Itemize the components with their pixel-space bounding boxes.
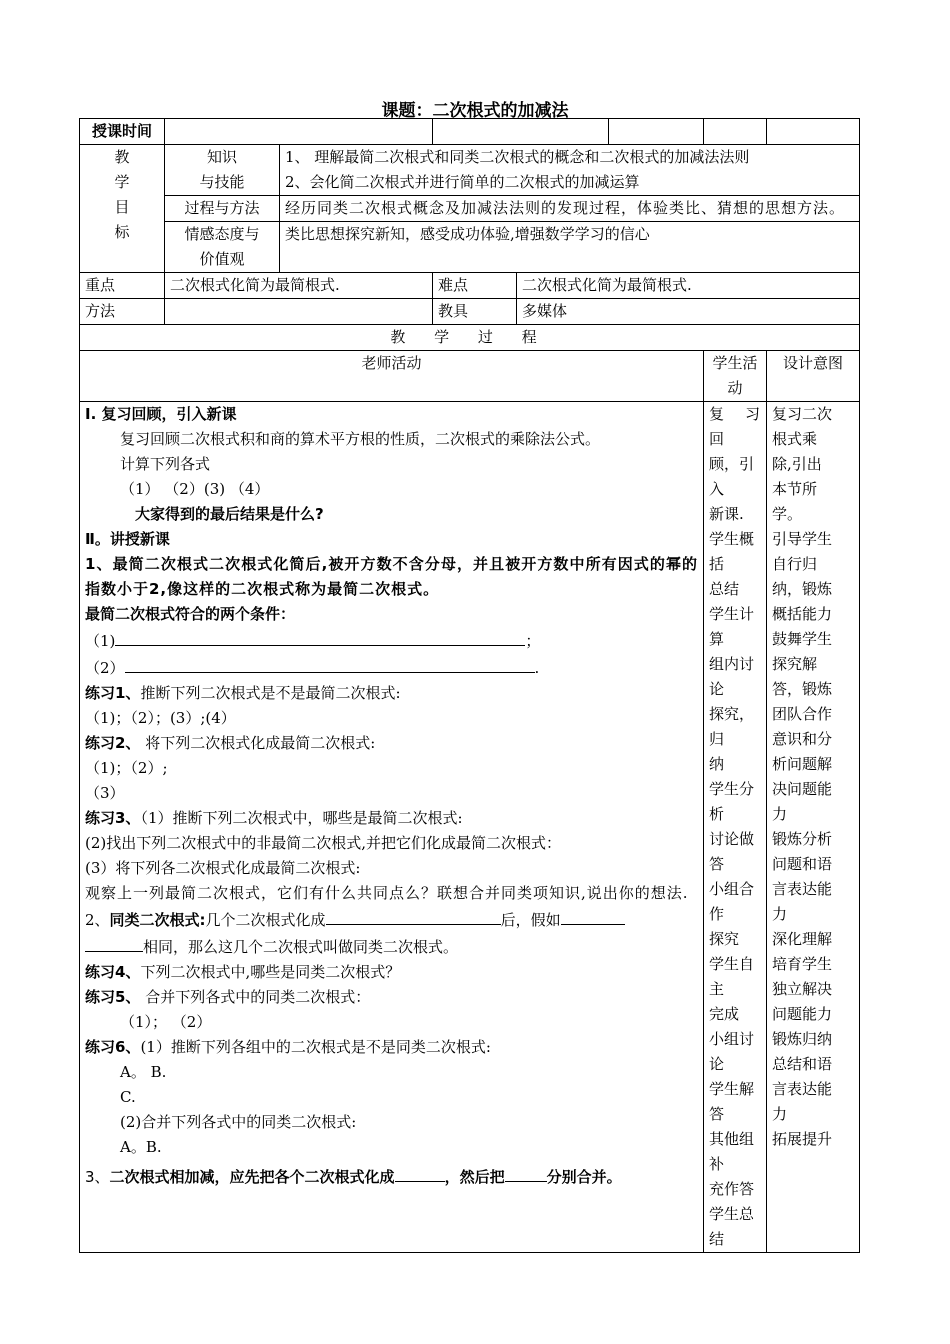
design-line: 独立解决 [772,980,833,998]
emotion-label: 情感态度与 价值观 [165,222,280,273]
result-question: 大家得到的最后结果是什么? [135,505,324,523]
exercise-1-items: （1)；（2）；(3）;(4） [85,709,236,727]
section-3-rule: 3、二次根式相加减，应先把各个二次根式化成 ，然后把 分别合并。 [85,1160,698,1194]
rule-blank-1 [395,1163,445,1182]
design-line: 问题能力 [772,1005,833,1023]
calc-prompt: 计算下列各式 [120,455,211,473]
design-line: 本节所 [772,480,818,498]
design-line: 根式乘 [772,430,818,448]
objective-process-row [80,196,860,222]
design-line: 总结和语 [772,1055,833,1073]
design-intent-header: 设计意图 [767,351,860,402]
key-row [80,273,860,299]
definition-simplest-radical: 1、最简二次根式二次根式化简后,被开方数不含分母，并且被开方数中所有因式的幂的指数小于2,像这样的二次根式称为最简二次根式。 [85,555,699,598]
design-line: 锻炼归纳 [772,1030,833,1048]
student-activity-cell [704,402,767,1253]
like-radical-blank-1 [326,906,501,925]
design-line: 纳，锻炼 [772,580,833,598]
student-line: 学生计算 [709,605,755,648]
student-line: 新课. [709,505,744,523]
design-line: 意识和分 [772,730,833,748]
design-line: 答，锻炼 [772,680,833,698]
time-cell-1 [165,119,433,145]
knowledge-label: 知识 与技能 [165,145,280,196]
exercise-3-part-3: (3）将下列各二次根式化成最简二次根式: [85,859,361,877]
condition-2-blank [125,654,535,673]
design-line: 鼓舞学生 [772,630,833,648]
design-line: 言表达能 [772,1080,833,1098]
exercise-5-items: （1）； （2） [120,1013,212,1031]
condition-1-line: （1) ； [85,627,698,654]
design-line: 引导学生 [772,530,833,548]
key-label: 重点 [80,273,165,299]
student-line: 学生自主 [709,955,755,998]
teacher-activity-header: 老师活动 [80,351,704,402]
calc-items: （1） （2）(3) （4） [120,480,270,498]
exercise-3: 练习3、（1）推断下列二次根式中，哪些是最简二次根式: [85,809,463,827]
design-line: 培育学生 [772,955,833,973]
process-heading: 教 学 过 程 [80,325,860,351]
design-line: 决问题能 [772,780,833,798]
exercise-3-part-2: (2)找出下列二次根式中的非最简二次根式,并把它们化成最简二次根式： [85,834,562,852]
student-line: 顾，引入 [709,455,755,498]
student-line: 复 习 回 [709,405,762,448]
design-line: 锻炼分析 [772,830,833,848]
activity-header-row [80,351,860,402]
exercise-1: 练习1、推断下列二次根式是不是最简二次根式: [85,684,401,702]
exercise-6-part-2: (2)合并下列各式中的同类二次根式: [120,1113,357,1131]
student-line: 充作答 [709,1180,755,1198]
page-title: 课题：二次根式的加减法 [381,101,569,121]
design-line: 复习二次 [772,405,833,423]
design-line: 深化理解 [772,930,833,948]
design-line: 析问题解 [772,755,833,773]
key-text: 二次根式化简为最简根式. [165,273,433,299]
emotion-text: 类比思想探究新知，感受成功体验,增强数学学习的信心 [280,222,860,273]
student-activity-header: 学生活动 [704,351,767,402]
student-line: 探究 [709,930,740,948]
student-line: 其他组补 [709,1130,755,1173]
rule-blank-2 [505,1163,547,1182]
exercise-2: 练习2、 将下列二次根式化成最简二次根式: [85,734,376,752]
objective-knowledge-row [80,145,860,196]
student-line: 纳 [709,755,725,773]
design-line: 拓展提升 [772,1130,833,1148]
design-line: 力 [772,805,788,823]
design-line: 学。 [772,505,803,523]
student-line: 学生概括 [709,530,755,573]
design-line: 言表达能 [772,880,833,898]
process-text: 经历同类二次根式概念及加减法法则的发现过程，体验类比、猜想的思想方法。 [280,196,860,222]
difficulty-label: 难点 [433,273,517,299]
design-line: 探究解 [772,655,818,673]
exercise-2-item-3: （3） [85,784,125,802]
time-cell-5 [767,119,860,145]
section-1-title: Ⅰ. 复习回顾，引入新课 [85,405,237,423]
objective-emotion-row [80,222,860,273]
exercise-2-items: （1)；（2）; [85,759,168,777]
difficulty-text: 二次根式化简为最简根式. [517,273,860,299]
student-line: 探究，归 [709,705,755,748]
condition-1-blank [115,627,525,646]
exercise-4: 练习4、下列二次根式中,哪些是同类二次根式？ [85,963,401,981]
exercise-3-observation: 观察上一列最简二次根式，它们有什么共同点么？联想合并同类项知识,说出你的想法. [85,884,689,902]
design-line: 力 [772,905,788,923]
activity-body-row [80,402,860,1253]
method-label: 方法 [80,299,165,325]
exercise-5: 练习5、 合并下列各式中的同类二次根式： [85,988,371,1006]
exercise-6-option-c: C. [120,1088,136,1106]
tools-label: 教具 [433,299,517,325]
student-line: 总结 [709,580,740,598]
lesson-plan-table [79,118,860,1253]
time-cell-3 [609,119,704,145]
time-label: 授课时间 [80,119,165,145]
condition-2-line: （2） . [85,654,698,681]
exercise-6-options-ab: A。 B. [120,1063,167,1081]
design-intent-cell [767,402,860,1253]
tools-text: 多媒体 [517,299,860,325]
review-text: 复习回顾二次根式积和商的算术平方根的性质，二次根式的乘除法公式。 [120,430,601,448]
design-line: 除,引出 [772,455,822,473]
student-line: 学生总结 [709,1205,755,1248]
process-label: 过程与方法 [165,196,280,222]
exercise-6: 练习6、(1）推断下列各组中的二次根式是不是同类二次根式: [85,1038,491,1056]
design-line: 自行归 [772,555,818,573]
student-line: 学生分析 [709,780,755,823]
objectives-label: 教 学 目 标 [80,145,165,273]
like-radical-blank-2 [561,906,625,925]
design-line: 团队合作 [772,705,833,723]
like-radical-blank-3 [85,933,143,952]
time-row [80,119,860,145]
design-line: 概括能力 [772,605,833,623]
method-text [165,299,433,325]
knowledge-text: 1、 理解最简二次根式和同类二次根式的概念和二次根式的加减法法则 2、会化简二次根式并进行简单的二次根式的加减运算 [280,145,860,196]
section-2-title: Ⅱ。讲授新课 [85,530,170,548]
design-line: 问题和语 [772,855,833,873]
definition-like-radical: 2、同类二次根式:几个二次根式化成 后，假如 相同，那么这几个二次根式叫做同类二次根式。 [85,906,698,960]
student-line: 组内讨论 [709,655,755,698]
student-line: 完成 [709,1005,740,1023]
student-line: 学生解答 [709,1080,755,1123]
exercise-6-part-2-options: A。B. [120,1138,162,1156]
time-cell-2 [433,119,609,145]
process-heading-row [80,325,860,351]
student-line: 讨论做答 [709,830,755,873]
method-row [80,299,860,325]
time-cell-4 [704,119,767,145]
student-line: 小组讨论 [709,1030,755,1073]
student-line: 小组合作 [709,880,755,923]
teacher-activity-cell [80,402,704,1253]
design-line: 力 [772,1105,788,1123]
conditions-title: 最简二次根式符合的两个条件： [85,605,296,623]
